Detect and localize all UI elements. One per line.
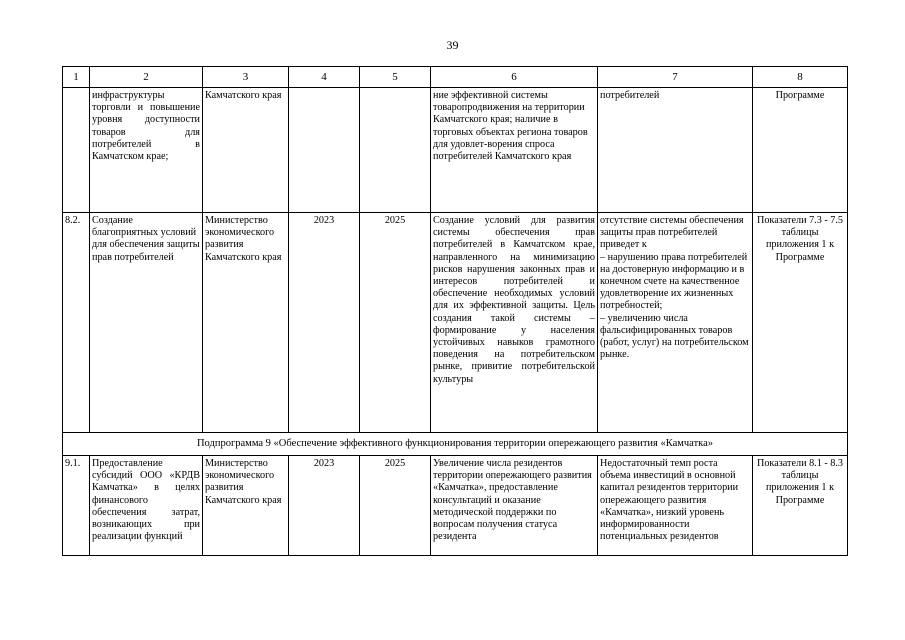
table-row-continuation [63,88,848,213]
related-indicators: Показатели 8.1 - 8.3 таблицы приложения 1 к Программе [753,456,848,556]
table-header-row [63,67,848,88]
table-row [63,213,848,433]
table-row [63,456,848,556]
measure-name: инфраструктуры торговли и повышение уровня доступности товаров для потребителей в Камчатском крае; [90,88,203,213]
start-year: 2023 [289,456,360,556]
header-cell-4: 4 [289,67,360,88]
header-cell-8: 8 [753,67,848,88]
page-number: 39 [446,38,459,52]
header-cell-6: 6 [431,67,598,88]
measure-name: Создание благоприятных условий для обеспечения защиты прав потребителей [90,213,203,433]
header-cell-5: 5 [360,67,431,88]
start-year: 2023 [289,213,360,433]
header-cell-7: 7 [598,67,753,88]
related-indicators: Показатели 7.3 - 7.5 таблицы приложения 1 к Программе [753,213,848,433]
responsible-executor: Камчатского края [203,88,289,213]
subprogram-title: Подпрограмма 9 «Обеспечение эффективного функционирования территории опережающего развития «Камчатка» [63,433,848,456]
consequences: потребителей [598,88,753,213]
header-cell-3: 3 [203,67,289,88]
subprogram-row [63,433,848,456]
header-cell-2: 2 [90,67,203,88]
start-year [289,88,360,213]
header-cell-1: 1 [63,67,90,88]
responsible-executor: Министерство экономического развития Камчатского края [203,213,289,433]
measure-name: Предоставление субсидий ООО «КРДВ Камчатка» в целях финансового обеспечения затрат, возникающих при реализации функций [90,456,203,556]
row-number [63,88,90,213]
end-year: 2025 [360,456,431,556]
responsible-executor: Министерство экономического развития Камчатского края [203,456,289,556]
consequences: отсутствие системы обеспечения защиты прав потребителей приведет к – нарушению права потребителей на достоверную информацию и в конечном счете на качественное удовлетворение их жизненных потребностей; – увеличению числа фальсифицированных товаров (работ, услуг) на потребительском рынке. [598,213,753,433]
row-number: 8.2. [63,213,90,433]
row-number: 9.1. [63,456,90,556]
measures-table [62,66,848,556]
end-year [360,88,431,213]
consequences: Недостаточный темп роста объема инвестиций в основной капитал резидентов территории опережающего развития «Камчатка», низкий уровень информированности потенциальных резидентов [598,456,753,556]
expected-result: Увеличение числа резидентов территории опережающего развития «Камчатка», предоставление консультаций и оказание методической поддержки по вопросам получения статуса резидента [431,456,598,556]
related-indicators: Программе [753,88,848,213]
end-year: 2025 [360,213,431,433]
expected-result: ние эффективной системы товаропродвижения на территории Камчатского края; наличие в торговых объектах региона товаров для удовлет-ворения спроса потребителей Камчатского края [431,88,598,213]
expected-result: Создание условий для развития системы обеспечения прав потребителей в Камчатском крае, направленного на минимизацию рисков нарушения законных прав и интересов потребителей и обеспечение необходимых условий для их эффективной защиты. Цель создания такой системы – формирование у населения устойчивых навыков грамотного поведения на потребительском рынке, привитие потребительской культуры [431,213,598,433]
